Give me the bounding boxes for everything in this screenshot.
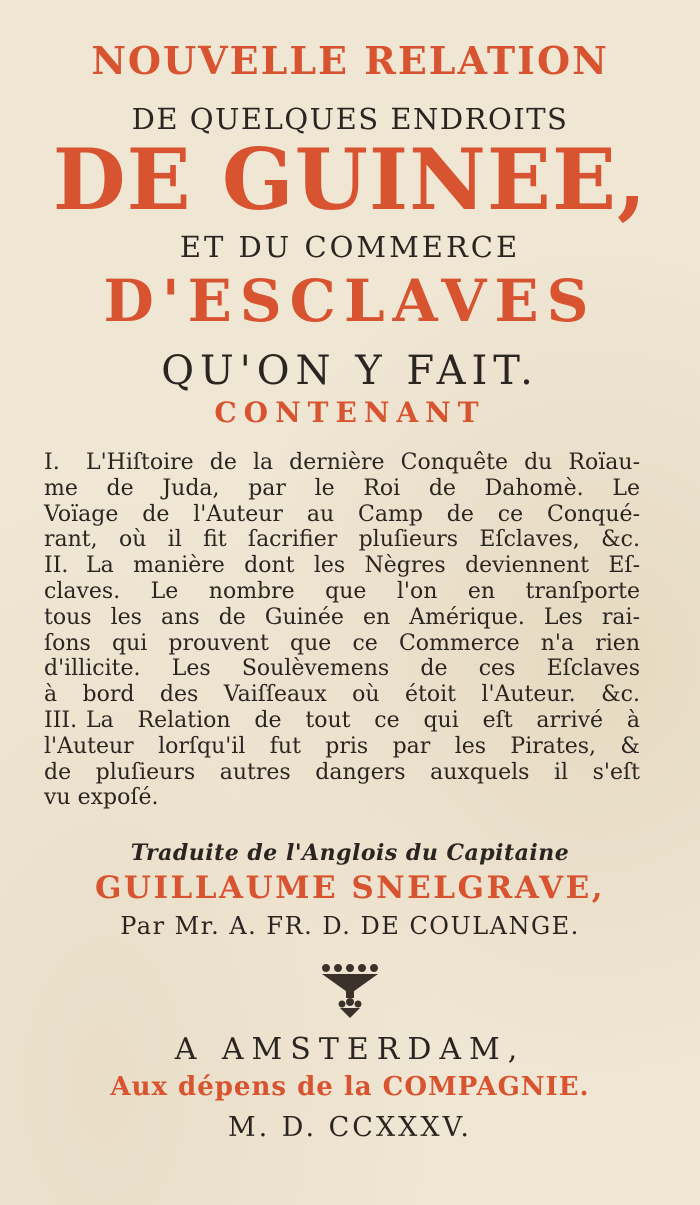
contents-item [44, 708, 640, 811]
title-line-quon-y-fait: QU'ON Y FAIT. [161, 348, 539, 394]
item-line: III. La Relation de tout ce qui eſt arrivé à [44, 707, 640, 733]
contents-list [44, 450, 640, 811]
contents-item [44, 553, 640, 708]
imprint-date: M. D. CCXXXV. [227, 1112, 472, 1143]
item-line: vu expoſé. [44, 785, 159, 811]
item-line: ſons qui prouvent que ce Commerce n'a rien [44, 630, 640, 656]
item-line: à bord des Vaiſſeaux où étoit l'Auteur. &c. [44, 682, 640, 708]
title-line-esclaves: D'ESCLAVES [103, 267, 597, 335]
translated-from-line: Traduite de l'Anglois du Capitaine [130, 840, 570, 866]
contents-heading: CONTENANT [214, 396, 486, 429]
item-line: I. L'Hiſtoire de la dernière Conquête du Roïau- [44, 450, 640, 475]
imprint-publisher: Aux dépens de la COMPAGNIE. [110, 1072, 590, 1102]
item-number: III. [44, 707, 78, 733]
item-line: rant, où il fit ſacrifier pluſieurs Eſclaves, &c. [44, 527, 640, 553]
item-line: tous les ans de Guinée en Amérique. Les rai- [44, 604, 640, 630]
item-line: me de Juda, par le Roi de Dahomè. Le [44, 475, 640, 501]
printers-ornament-icon [300, 960, 400, 1020]
author-name: GUILLAUME SNELGRAVE, [94, 870, 606, 906]
imprint-city: A AMSTERDAM, [174, 1032, 526, 1067]
item-number: II. [44, 553, 69, 579]
item-number: I. [44, 450, 60, 475]
item-line: II. La manière dont les Nègres deviennent Eſ- [44, 553, 640, 579]
title-line-commerce: ET DU COMMERCE [179, 230, 521, 264]
item-line: Voïage de l'Auteur au Camp de ce Conqué- [44, 501, 640, 527]
title-line-quelques-endroits: DE QUELQUES ENDROITS [131, 102, 569, 136]
item-line: l'Auteur lorſqu'il fut pris par les Pirates, & [44, 733, 640, 759]
title-line-nouvelle-relation: NOUVELLE RELATION [91, 38, 609, 83]
item-line: d'illicite. Les Soulèvemens de ces Eſclaves [44, 656, 640, 682]
item-line: claves. Le nombre que l'on en tranſporte [44, 578, 640, 604]
title-line-guinee: DE GUINEE, [52, 130, 648, 229]
item-line: de pluſieurs autres dangers auxquels il s'eſt [44, 759, 640, 785]
contents-item [44, 450, 640, 553]
translator-line: Par Mr. A. FR. D. DE COULANGE. [120, 912, 580, 940]
